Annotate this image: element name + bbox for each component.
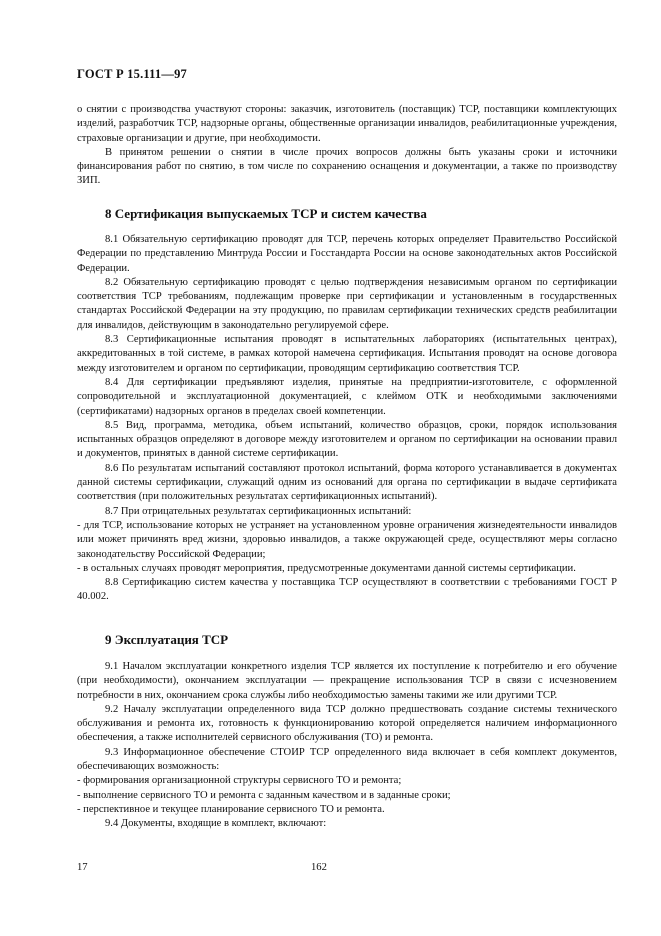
list-item: - перспективное и текущее планирование сервисного ТО и ремонта.: [77, 803, 385, 815]
clause-8-4: 8.4 Для сертификации предъявляют изделия, принятые на предприятии-изготовителе, с оформленной сопроводительной и эксплуатационной документацией, с клеймом ОТК и необходимыми заключениями (сертификатами) надзорных органов в пределах своей компетенции.: [77, 376, 617, 417]
clause-8-7: 8.7 При отрицательных результатах сертификационных испытаний:: [105, 505, 412, 517]
clause-8-8: 8.8 Сертификацию систем качества у поставщика ТСР осуществляют в соответствии с требованиями ГОСТ Р 40.002.: [77, 577, 617, 603]
intro-text: [77, 103, 617, 189]
section-8-heading: 8 Сертификация выпускаемых ТСР и систем качества: [105, 206, 427, 221]
clause-8-1: 8.1 Обязательную сертификацию проводят для ТСР, перечень которых определяет Правительство Российской Федерации по представлению Минтруда России и Госстандарта России на основе законодательных актов Российской Федерации.: [77, 234, 617, 274]
list-item: - в остальных случаях проводят мероприятия, предусмотренные документами данной системы сертификации.: [77, 562, 576, 574]
section-9-body: [77, 660, 617, 832]
document-header: ГОСТ Р 15.111—97: [77, 67, 187, 81]
list-item: - для ТСР, использование которых не устраняет на установленном уровне ограничения жизнедеятельности инвалидов или может причинять вред жизни, здоровью инвалидов, а также окружающей среде, осуществляют меры согласно законодательству Российской Федерации;: [77, 519, 617, 560]
list-item: - формирования организационной структуры сервисного ТО и ремонта;: [77, 775, 402, 787]
clause-8-3: 8.3 Сертификационные испытания проводят в испытательных лабораториях (испытательных центрах), аккредитованных в той системе, в рамках которой намечена сертификация. Испытания проводят на основе договора между изготовителем и органом по сертификации, проводящим сертификацию соответствия ТСР.: [77, 334, 617, 374]
clause-9-4: 9.4 Документы, входящие в комплект, включают:: [105, 818, 327, 830]
clause-8-6: 8.6 По результатам испытаний составляют протокол испытаний, форма которого устанавливается в документах данной системы сертификации, служащий одним из оснований для органа по сертификации в выдаче сертификата соответствия (при положительных результатах сертификационных испытаний).: [77, 462, 617, 503]
list-item: - выполнение сервисного ТО и ремонта с заданным качеством и в заданные сроки;: [77, 789, 451, 801]
paragraph: о снятии с производства участвуют стороны: заказчик, изготовитель (поставщик) ТСР, поставщики комплектующих изделий, разработчик ТСР, надзорные органы, общественные организации инвалидов, реабилитационные учреждения, страховые организации и другие, при необходимости.: [77, 104, 617, 144]
clause-8-5: 8.5 Вид, программа, методика, объем испытаний, количество образцов, сроки, порядок использования испытанных образцов определяют в договоре между изготовителем и органом по сертификации на основании правил и документов, принятых в данной системе сертификации.: [77, 419, 617, 460]
paragraph: В принятом решении о снятии в числе прочих вопросов должны быть указаны сроки и источники финансирования работ по снятию, в том числе по сохранению оснащения и документации, а также по производству ЗИП.: [77, 146, 617, 187]
clause-9-2: 9.2 Началу эксплуатации определенного вида ТСР должно предшествовать создание системы технического обслуживания и ремонта их, готовность к функционированию которой определяется наличием информационного обеспечения, а также исполнителей сервисного обслуживания (ТО) и ремонта.: [77, 703, 617, 744]
clause-9-1: 9.1 Началом эксплуатации конкретного изделия ТСР является их поступление к потребителю и его обучение (при необходимости), окончанием эксплуатации — прекращение использования ТСР в связи с исчезновением потребности в них, окончанием срока службы либо необходимостью замены такими же или другими ТСР.: [77, 661, 617, 701]
clause-9-3: 9.3 Информационное обеспечение СТОИР ТСР определенного вида включает в себя комплект документов, обеспечивающих возможность:: [77, 746, 617, 773]
section-8-body: [77, 233, 617, 605]
section-9-heading: 9 Эксплуатация ТСР: [105, 632, 229, 647]
folio-number: 162: [311, 862, 327, 873]
page-number: 17: [77, 862, 88, 873]
clause-8-2: 8.2 Обязательную сертификацию проводят с целью подтверждения независимым органом по сертификации соответствия ТСР требованиям, подлежащим проверке при сертификации и установленным в государственных стандартах Российской Федерации на эту продукцию, по правилам сертификации технических средств реабилитации для инвалидов, действующим в законодательно регулируемой сфере.: [77, 276, 617, 331]
